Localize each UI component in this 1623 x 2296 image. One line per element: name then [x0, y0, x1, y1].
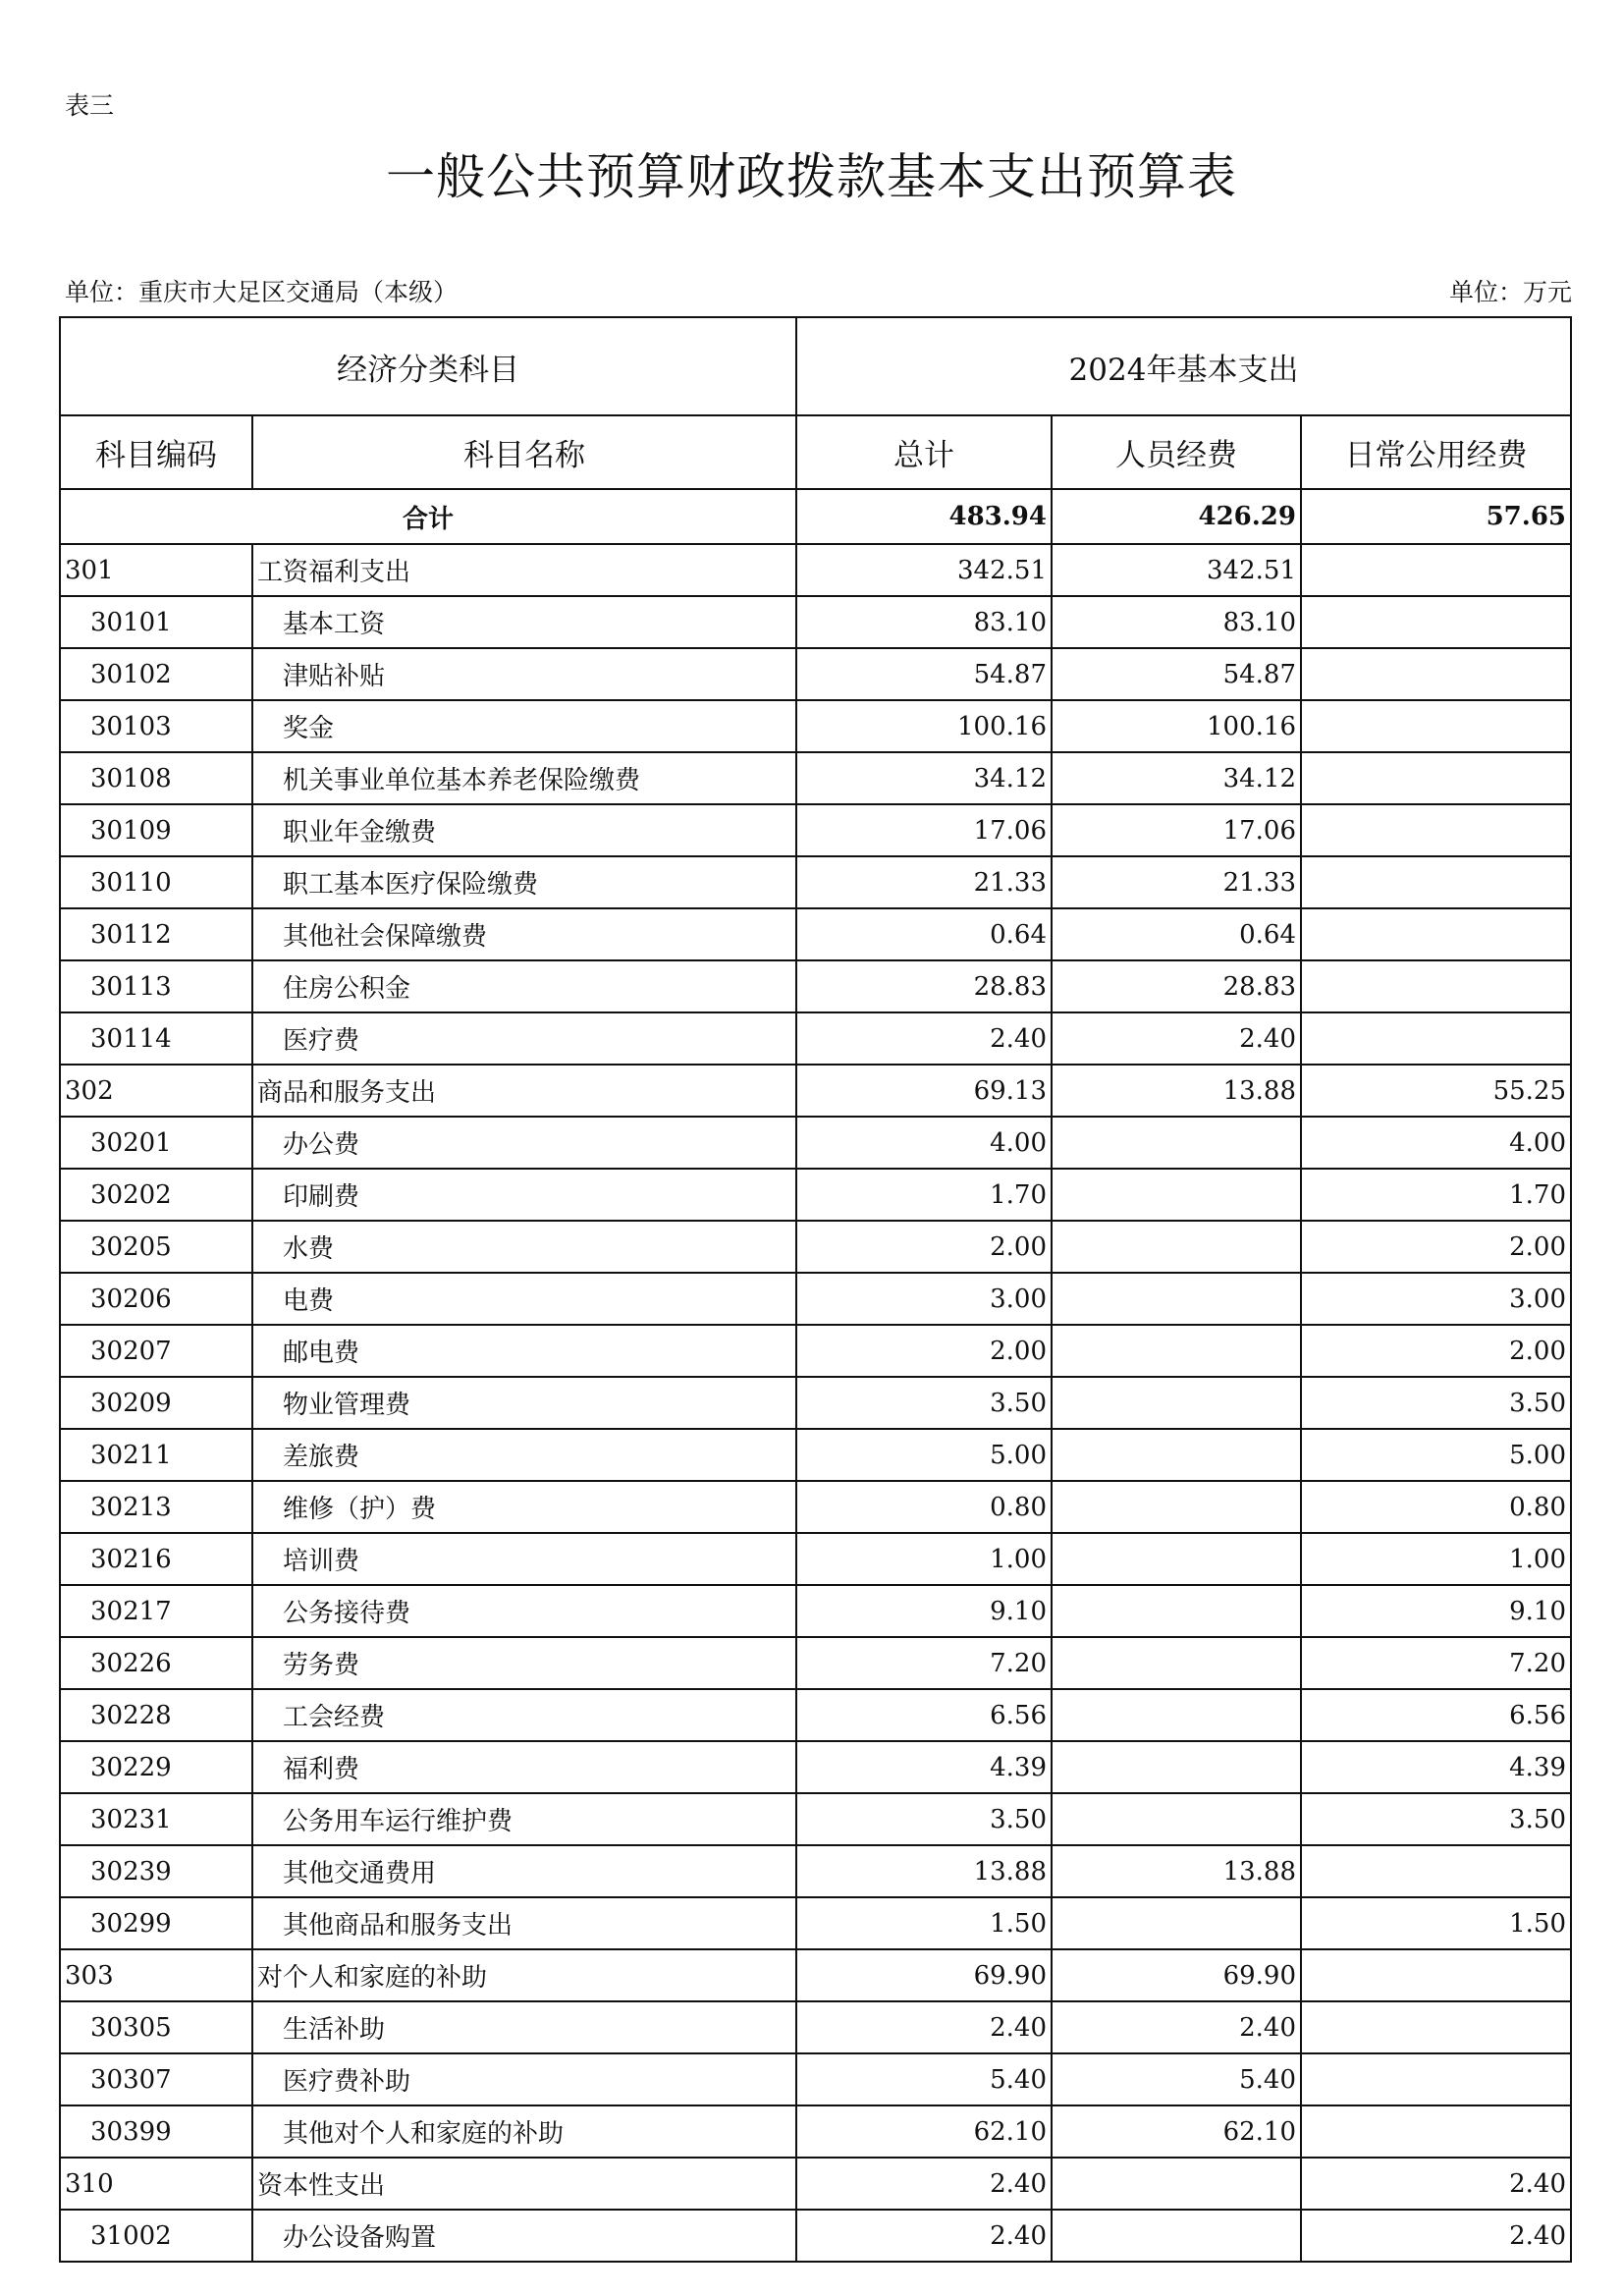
row-personnel: 2.40 — [1052, 2001, 1301, 2053]
row-name: 邮电费 — [252, 1325, 796, 1377]
row-code: 30213 — [60, 1481, 252, 1533]
row-personnel: 62.10 — [1052, 2105, 1301, 2158]
row-public — [1301, 2105, 1571, 2158]
row-code: 30108 — [60, 752, 252, 804]
header-personnel: 人员经费 — [1052, 415, 1301, 489]
row-personnel: 83.10 — [1052, 596, 1301, 648]
row-public: 55.25 — [1301, 1065, 1571, 1117]
row-name: 医疗费 — [252, 1012, 796, 1065]
table-row — [60, 1949, 1571, 2001]
row-code: 30207 — [60, 1325, 252, 1377]
row-public — [1301, 804, 1571, 856]
header-economic-category: 经济分类科目 — [60, 317, 796, 415]
row-public — [1301, 596, 1571, 648]
table-row — [60, 1221, 1571, 1273]
budget-table — [59, 316, 1572, 2263]
row-personnel — [1052, 1325, 1301, 1377]
row-total: 9.10 — [796, 1585, 1052, 1637]
row-name: 差旅费 — [252, 1429, 796, 1481]
table-row — [60, 596, 1571, 648]
row-total: 5.00 — [796, 1429, 1052, 1481]
header-name: 科目名称 — [252, 415, 796, 489]
row-name: 职工基本医疗保险缴费 — [252, 856, 796, 908]
row-personnel: 5.40 — [1052, 2053, 1301, 2105]
row-name: 公务用车运行维护费 — [252, 1793, 796, 1845]
row-name: 办公费 — [252, 1117, 796, 1169]
row-code: 30209 — [60, 1377, 252, 1429]
row-total: 2.40 — [796, 2158, 1052, 2210]
table-row — [60, 2001, 1571, 2053]
total-public: 57.65 — [1301, 489, 1571, 544]
row-public: 1.70 — [1301, 1169, 1571, 1221]
row-name: 其他商品和服务支出 — [252, 1897, 796, 1949]
table-row — [60, 1273, 1571, 1325]
total-label: 合计 — [60, 489, 796, 544]
row-personnel: 17.06 — [1052, 804, 1301, 856]
row-total: 54.87 — [796, 648, 1052, 700]
row-personnel: 13.88 — [1052, 1845, 1301, 1897]
row-code: 31002 — [60, 2210, 252, 2262]
row-personnel — [1052, 1689, 1301, 1741]
row-total: 2.40 — [796, 1012, 1052, 1065]
row-total: 62.10 — [796, 2105, 1052, 2158]
row-code: 30113 — [60, 960, 252, 1012]
row-public: 1.00 — [1301, 1533, 1571, 1585]
row-personnel: 2.40 — [1052, 1012, 1301, 1065]
row-code: 30102 — [60, 648, 252, 700]
total-total: 483.94 — [796, 489, 1052, 544]
row-public: 0.80 — [1301, 1481, 1571, 1533]
table-row — [60, 1637, 1571, 1689]
row-total: 1.70 — [796, 1169, 1052, 1221]
row-code: 30206 — [60, 1273, 252, 1325]
row-name: 公务接待费 — [252, 1585, 796, 1637]
row-total: 3.50 — [796, 1793, 1052, 1845]
row-total: 100.16 — [796, 700, 1052, 752]
row-public — [1301, 700, 1571, 752]
row-name: 机关事业单位基本养老保险缴费 — [252, 752, 796, 804]
row-code: 30217 — [60, 1585, 252, 1637]
row-name: 培训费 — [252, 1533, 796, 1585]
row-name: 福利费 — [252, 1741, 796, 1793]
row-code: 30110 — [60, 856, 252, 908]
row-total: 34.12 — [796, 752, 1052, 804]
row-code: 310 — [60, 2158, 252, 2210]
table-row — [60, 1481, 1571, 1533]
table-number: 表三 — [65, 91, 115, 120]
row-public — [1301, 2053, 1571, 2105]
row-code: 303 — [60, 1949, 252, 2001]
row-total: 2.00 — [796, 1325, 1052, 1377]
row-code: 302 — [60, 1065, 252, 1117]
row-public: 2.00 — [1301, 1221, 1571, 1273]
row-total: 3.00 — [796, 1273, 1052, 1325]
table-row — [60, 648, 1571, 700]
table-row — [60, 1689, 1571, 1741]
row-public — [1301, 960, 1571, 1012]
row-public — [1301, 752, 1571, 804]
table-row — [60, 544, 1571, 596]
row-public: 2.40 — [1301, 2210, 1571, 2262]
row-code: 30226 — [60, 1637, 252, 1689]
table-row — [60, 1845, 1571, 1897]
row-personnel — [1052, 1793, 1301, 1845]
row-code: 30299 — [60, 1897, 252, 1949]
table-row — [60, 1793, 1571, 1845]
row-total: 1.00 — [796, 1533, 1052, 1585]
table-row — [60, 856, 1571, 908]
row-code: 30101 — [60, 596, 252, 648]
row-public: 4.00 — [1301, 1117, 1571, 1169]
row-personnel — [1052, 1169, 1301, 1221]
row-personnel — [1052, 1273, 1301, 1325]
row-public: 9.10 — [1301, 1585, 1571, 1637]
row-personnel — [1052, 2158, 1301, 2210]
table-row — [60, 1585, 1571, 1637]
row-code: 30229 — [60, 1741, 252, 1793]
row-personnel: 69.90 — [1052, 1949, 1301, 2001]
row-code: 30307 — [60, 2053, 252, 2105]
row-name: 维修（护）费 — [252, 1481, 796, 1533]
row-total: 2.40 — [796, 2210, 1052, 2262]
row-personnel — [1052, 1377, 1301, 1429]
row-code: 30114 — [60, 1012, 252, 1065]
header-basic-expenditure: 2024年基本支出 — [796, 317, 1571, 415]
row-total: 1.50 — [796, 1897, 1052, 1949]
row-name: 办公设备购置 — [252, 2210, 796, 2262]
table-row — [60, 1117, 1571, 1169]
table-row — [60, 1741, 1571, 1793]
header-total: 总计 — [796, 415, 1052, 489]
row-personnel: 13.88 — [1052, 1065, 1301, 1117]
row-public — [1301, 2001, 1571, 2053]
row-public: 2.00 — [1301, 1325, 1571, 1377]
table-row — [60, 2158, 1571, 2210]
row-code: 30109 — [60, 804, 252, 856]
row-name: 其他对个人和家庭的补助 — [252, 2105, 796, 2158]
row-public: 3.50 — [1301, 1793, 1571, 1845]
row-code: 30211 — [60, 1429, 252, 1481]
total-personnel: 426.29 — [1052, 489, 1301, 544]
row-personnel — [1052, 1221, 1301, 1273]
row-code: 30399 — [60, 2105, 252, 2158]
row-code: 30112 — [60, 908, 252, 960]
header-row-columns — [60, 415, 1571, 489]
row-total: 21.33 — [796, 856, 1052, 908]
row-personnel — [1052, 2210, 1301, 2262]
row-total: 4.00 — [796, 1117, 1052, 1169]
table-row — [60, 2105, 1571, 2158]
row-name: 津贴补贴 — [252, 648, 796, 700]
table-row — [60, 1065, 1571, 1117]
row-name: 基本工资 — [252, 596, 796, 648]
row-name: 对个人和家庭的补助 — [252, 1949, 796, 2001]
row-code: 30231 — [60, 1793, 252, 1845]
unit-currency: 单位：万元 — [1448, 278, 1572, 306]
row-code: 301 — [60, 544, 252, 596]
row-public: 3.50 — [1301, 1377, 1571, 1429]
total-row — [60, 489, 1571, 544]
row-personnel: 54.87 — [1052, 648, 1301, 700]
table-row — [60, 700, 1571, 752]
row-code: 30228 — [60, 1689, 252, 1741]
table-row — [60, 2053, 1571, 2105]
unit-organization: 单位：重庆市大足区交通局（本级） — [65, 278, 459, 306]
row-name: 物业管理费 — [252, 1377, 796, 1429]
row-total: 83.10 — [796, 596, 1052, 648]
table-row — [60, 908, 1571, 960]
row-public — [1301, 1949, 1571, 2001]
row-public — [1301, 544, 1571, 596]
row-public — [1301, 1012, 1571, 1065]
table-row — [60, 1169, 1571, 1221]
row-public: 7.20 — [1301, 1637, 1571, 1689]
row-total: 7.20 — [796, 1637, 1052, 1689]
row-personnel: 28.83 — [1052, 960, 1301, 1012]
table-row — [60, 804, 1571, 856]
header-row-group — [60, 317, 1571, 415]
header-code: 科目编码 — [60, 415, 252, 489]
row-public: 4.39 — [1301, 1741, 1571, 1793]
row-total: 0.80 — [796, 1481, 1052, 1533]
row-name: 生活补助 — [252, 2001, 796, 2053]
table-row — [60, 2210, 1571, 2262]
table-row — [60, 752, 1571, 804]
row-personnel — [1052, 1481, 1301, 1533]
row-public: 1.50 — [1301, 1897, 1571, 1949]
row-personnel — [1052, 1741, 1301, 1793]
table-row — [60, 960, 1571, 1012]
row-personnel — [1052, 1117, 1301, 1169]
row-code: 30205 — [60, 1221, 252, 1273]
row-total: 17.06 — [796, 804, 1052, 856]
row-name: 其他交通费用 — [252, 1845, 796, 1897]
row-public: 3.00 — [1301, 1273, 1571, 1325]
row-name: 职业年金缴费 — [252, 804, 796, 856]
row-code: 30201 — [60, 1117, 252, 1169]
row-code: 30305 — [60, 2001, 252, 2053]
table-row — [60, 1897, 1571, 1949]
row-total: 28.83 — [796, 960, 1052, 1012]
row-code: 30216 — [60, 1533, 252, 1585]
table-row — [60, 1012, 1571, 1065]
row-total: 2.40 — [796, 2001, 1052, 2053]
row-personnel: 34.12 — [1052, 752, 1301, 804]
row-total: 5.40 — [796, 2053, 1052, 2105]
row-name: 商品和服务支出 — [252, 1065, 796, 1117]
row-total: 6.56 — [796, 1689, 1052, 1741]
row-name: 其他社会保障缴费 — [252, 908, 796, 960]
row-code: 30202 — [60, 1169, 252, 1221]
row-public: 6.56 — [1301, 1689, 1571, 1741]
row-name: 电费 — [252, 1273, 796, 1325]
row-name: 水费 — [252, 1221, 796, 1273]
row-public — [1301, 856, 1571, 908]
row-code: 30103 — [60, 700, 252, 752]
row-code: 30239 — [60, 1845, 252, 1897]
row-total: 4.39 — [796, 1741, 1052, 1793]
row-total: 69.13 — [796, 1065, 1052, 1117]
row-personnel — [1052, 1637, 1301, 1689]
header-public: 日常公用经费 — [1301, 415, 1571, 489]
row-public — [1301, 908, 1571, 960]
row-name: 印刷费 — [252, 1169, 796, 1221]
row-public: 5.00 — [1301, 1429, 1571, 1481]
row-personnel: 342.51 — [1052, 544, 1301, 596]
row-personnel: 0.64 — [1052, 908, 1301, 960]
table-row — [60, 1533, 1571, 1585]
row-name: 医疗费补助 — [252, 2053, 796, 2105]
row-personnel — [1052, 1429, 1301, 1481]
row-personnel — [1052, 1897, 1301, 1949]
row-total: 2.00 — [796, 1221, 1052, 1273]
row-public — [1301, 1845, 1571, 1897]
row-total: 69.90 — [796, 1949, 1052, 2001]
row-public — [1301, 648, 1571, 700]
row-personnel — [1052, 1533, 1301, 1585]
row-name: 工资福利支出 — [252, 544, 796, 596]
table-row — [60, 1377, 1571, 1429]
table-row — [60, 1429, 1571, 1481]
page-title: 一般公共预算财政拨款基本支出预算表 — [386, 148, 1237, 205]
row-personnel: 100.16 — [1052, 700, 1301, 752]
row-personnel: 21.33 — [1052, 856, 1301, 908]
row-total: 342.51 — [796, 544, 1052, 596]
row-name: 奖金 — [252, 700, 796, 752]
row-total: 0.64 — [796, 908, 1052, 960]
row-name: 资本性支出 — [252, 2158, 796, 2210]
row-name: 住房公积金 — [252, 960, 796, 1012]
row-public: 2.40 — [1301, 2158, 1571, 2210]
row-name: 工会经费 — [252, 1689, 796, 1741]
row-total: 13.88 — [796, 1845, 1052, 1897]
row-total: 3.50 — [796, 1377, 1052, 1429]
table-row — [60, 1325, 1571, 1377]
row-personnel — [1052, 1585, 1301, 1637]
row-name: 劳务费 — [252, 1637, 796, 1689]
